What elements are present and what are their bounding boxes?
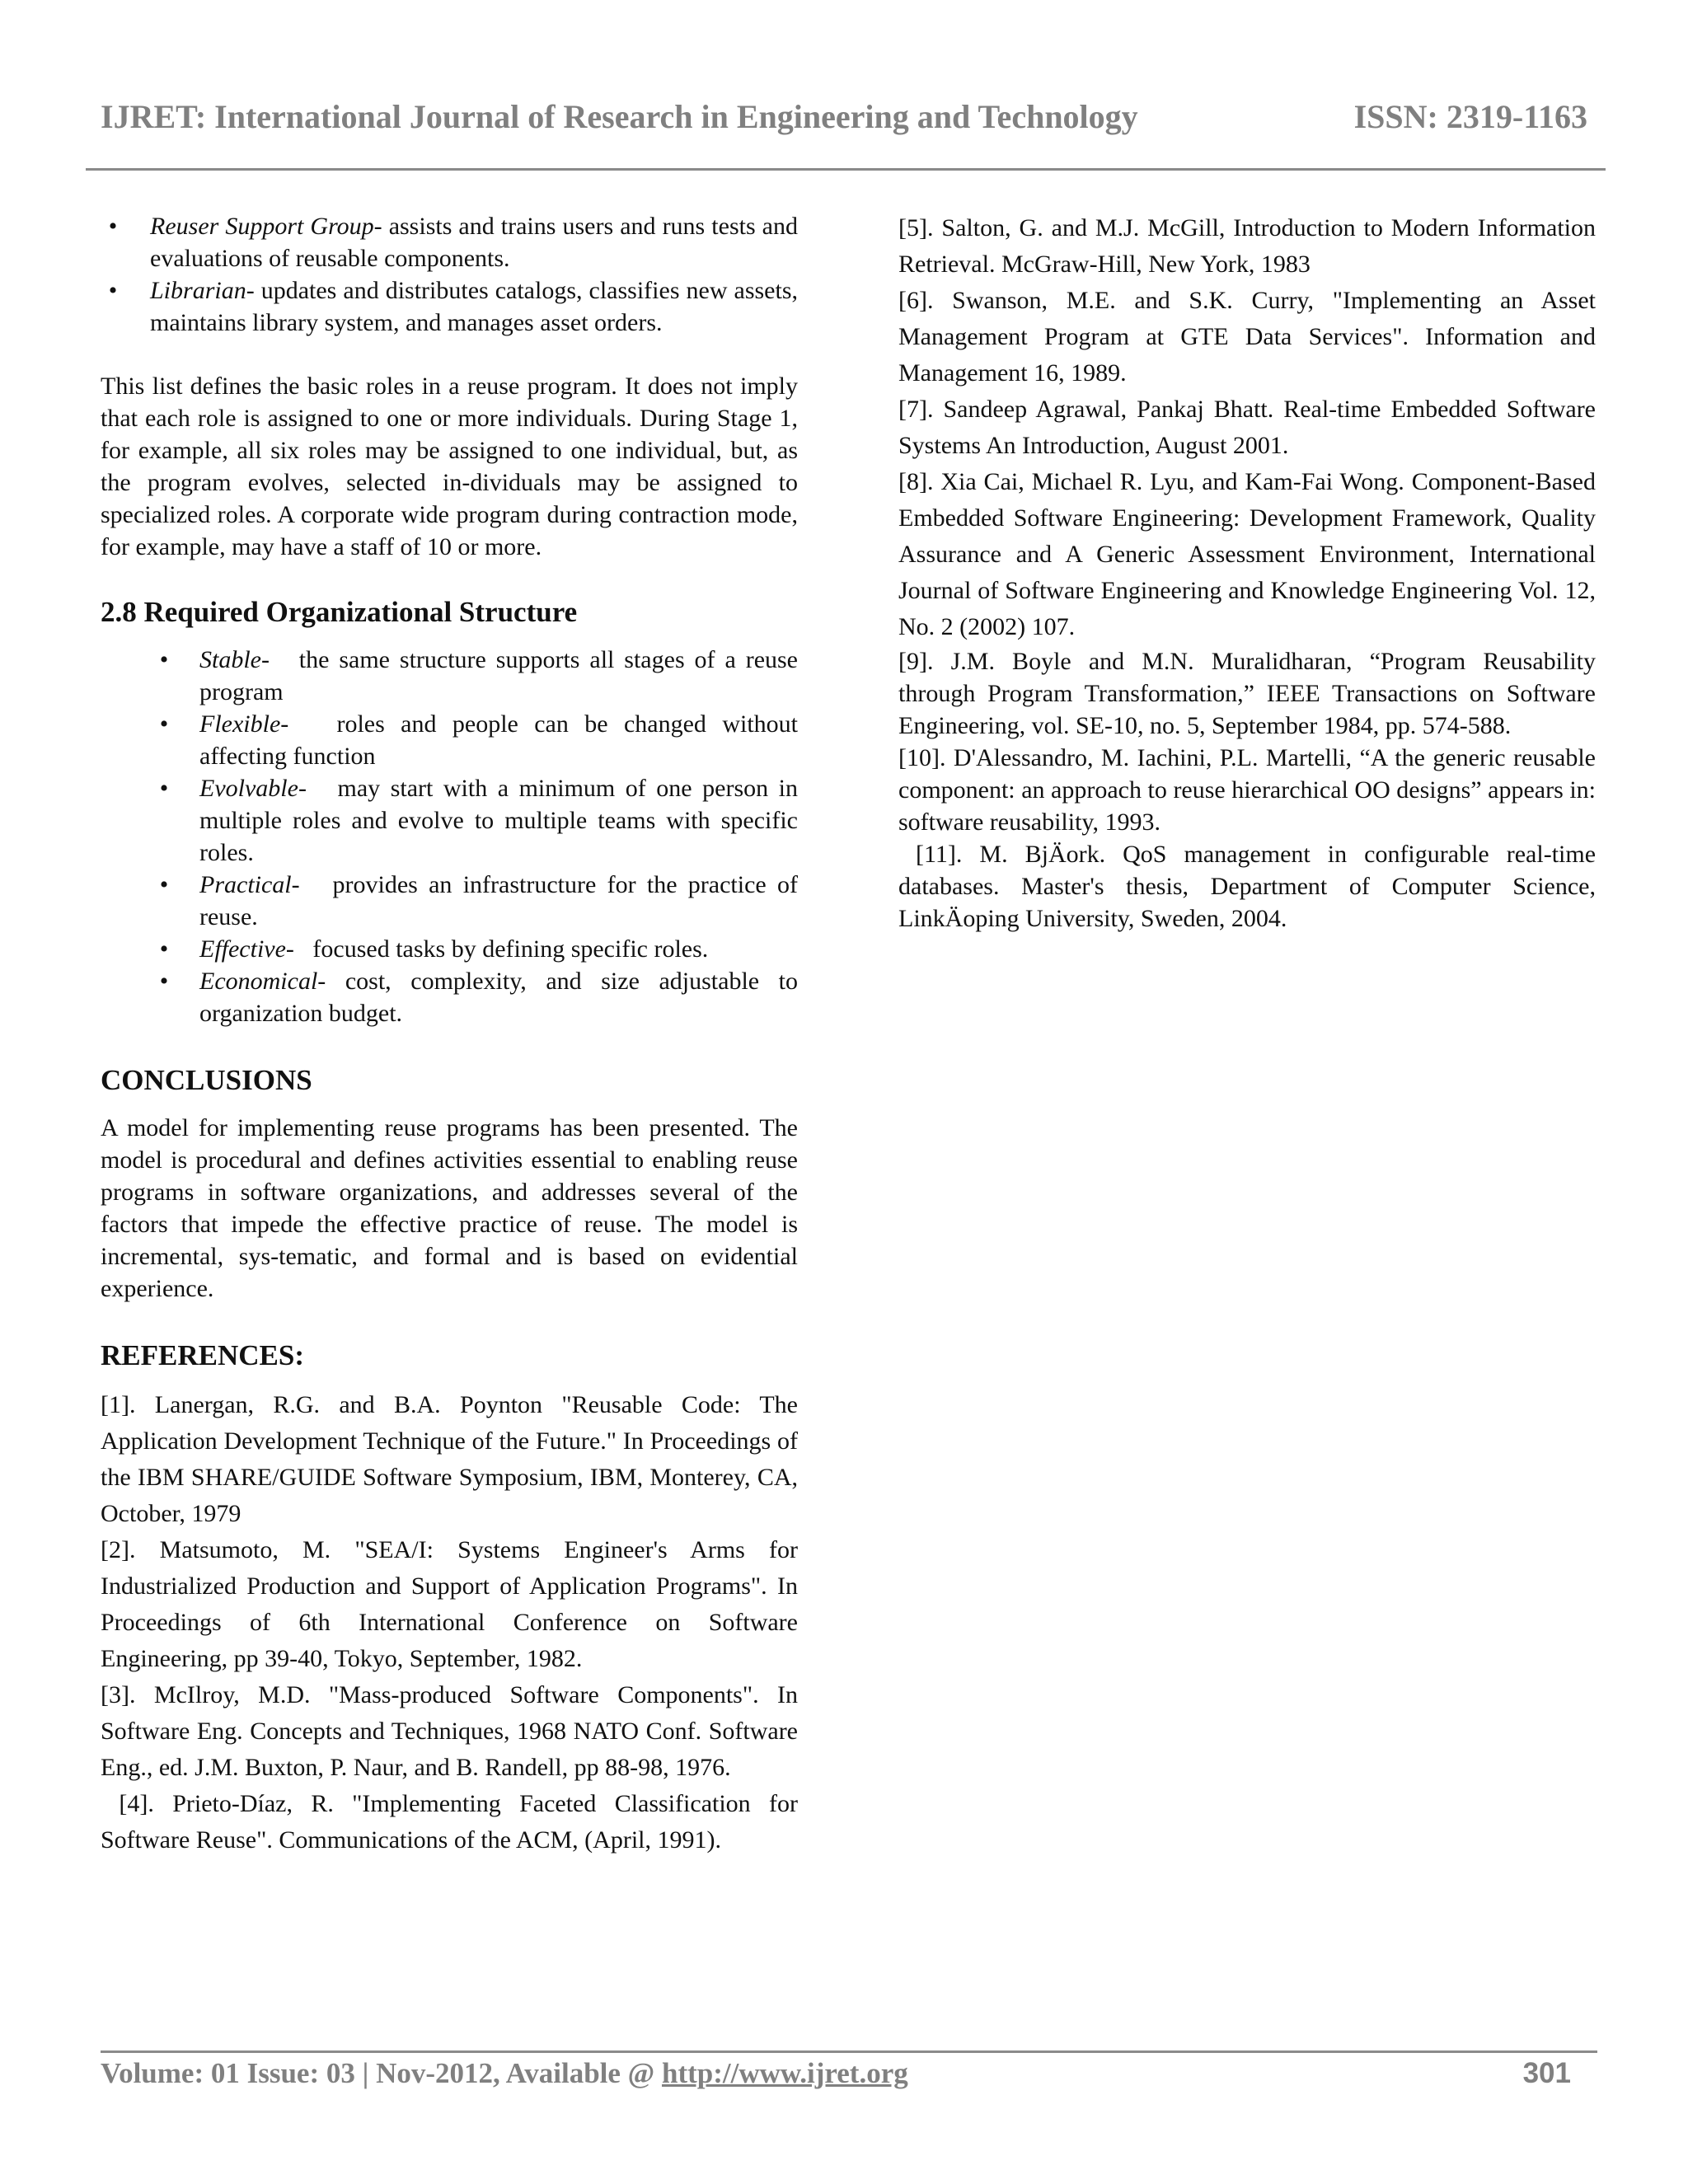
right-column — [898, 210, 1602, 935]
role-text: updates and distributes catalogs, classifies new assets, maintains library system, and manages asset orders. — [150, 277, 798, 336]
structure-term: Stable- — [199, 646, 270, 673]
page-header — [0, 0, 1688, 173]
roles-list — [101, 210, 798, 339]
role-term: Reuser Support Group- — [150, 213, 382, 240]
reference-item: [3]. McIlroy, M.D. "Mass-produced Software Components". In Software Eng. Concepts and Techniques, 1968 NATO Conf. Software Eng., ed. J.M. Buxton, P. Naur, and B. Randell, pp 88-98, 1976. — [101, 1681, 798, 1781]
structure-text: provides an infrastructure for the practice of reuse. — [199, 871, 804, 930]
structure-text: cost, complexity, and size adjustable to organization budget. — [199, 968, 804, 1027]
structure-term: Evolvable- — [199, 775, 307, 802]
list-item — [101, 772, 804, 869]
reference-item: [11]. M. BjÄork. QoS management in configurable real-time databases. Master's thesis, Department of Computer Science, LinkÄoping University, Sweden, 2004. — [898, 841, 1602, 932]
reference-item: [2]. Matsumoto, M. "SEA/I: Systems Engineer's Arms for Industrialized Production and Support of Application Programs". In Proceedings of 6th International Conference on Software Engineering, pp 39-40, Tokyo, September, 1982. — [101, 1536, 798, 1672]
list-item — [101, 274, 798, 339]
references-left — [101, 1387, 804, 1858]
structure-term: Economical- — [199, 968, 326, 995]
reference-item: [4]. Prieto-Díaz, R. "Implementing Faceted Classification for Software Reuse". Communications of the ACM, (April, 1991). — [101, 1790, 804, 1854]
bullet-icon: • — [159, 775, 169, 802]
reference-item: [1]. Lanergan, R.G. and B.A. Poynton "Reusable Code: The Application Development Technique of the Future." In Proceedings of the IBM SHARE/GUIDE Software Symposium, IBM, Monterey, CA, October, 1979 — [101, 1391, 798, 1527]
structure-list — [101, 644, 804, 1029]
reference-item: [10]. D'Alessandro, M. Iachini, P.L. Martelli, “A the generic reusable component: an approach to reuse hierarchical OO designs” appears in: software reusability, 1993. — [898, 744, 1596, 836]
left-column — [101, 210, 804, 1858]
journal-link[interactable]: http://www.ijret.org — [661, 2057, 908, 2089]
roles-paragraph: This list defines the basic roles in a reuse program. It does not imply that each role is assigned to one or more individuals. During Stage 1, for example, all six roles may be assigned to one individual, but, as the program evolves, selected in-dividuals may be assigned to specialized roles. A corporate wide program during contraction mode, for example, may have a staff of 10 or more. — [101, 373, 798, 560]
structure-text: roles and people can be changed without affecting function — [199, 710, 804, 770]
conclusions-text: A model for implementing reuse programs has been presented. The model is procedural and defines activities essential to enabling reuse programs in software organizations, and addresses several of the factors that impede the effective practice of reuse. The model is incremental, sys-tematic, and formal and is based on evidential experience. — [101, 1114, 798, 1302]
bullet-icon: • — [159, 935, 169, 963]
list-item — [101, 933, 798, 965]
reference-item: [9]. J.M. Boyle and M.N. Muralidharan, “Program Reusability through Program Transformation,” IEEE Transactions on Software Engineering, vol. SE-10, no. 5, September 1984, pp. 574-588. — [898, 648, 1596, 739]
reference-item: [8]. Xia Cai, Michael R. Lyu, and Kam-Fai Wong. Component-Based Embedded Software Engineering: Development Framework, Quality Assurance and A Generic Assessment Environment, International Journal of Software Engineering and Knowledge Engineering Vol. 12, No. 2 (2002) 107. — [898, 468, 1596, 640]
page-footer — [101, 2057, 1597, 2107]
bullet-icon: • — [159, 871, 169, 898]
structure-term: Practical- — [199, 871, 300, 898]
section-heading-2-8: 2.8 Required Organizational Structure — [101, 596, 578, 628]
list-item — [101, 644, 804, 708]
structure-term: Flexible- — [199, 710, 289, 738]
volume-text: Volume: 01 Issue: 03 | Nov-2012, Available @ — [101, 2057, 662, 2089]
conclusions-heading: CONCLUSIONS — [101, 1064, 312, 1096]
reference-item: [7]. Sandeep Agrawal, Pankaj Bhatt. Real-time Embedded Software Systems An Introduction, August 2001. — [898, 396, 1596, 459]
bullet-icon: • — [108, 213, 118, 240]
page-number: 301 — [1522, 2057, 1571, 2089]
bullet-icon: • — [159, 646, 169, 673]
footer-volume-info — [101, 2057, 908, 2090]
bullet-icon: • — [159, 710, 169, 738]
footer-divider — [101, 2050, 1597, 2053]
list-item — [101, 210, 798, 274]
role-term: Librarian- — [150, 277, 255, 304]
bullet-icon: • — [159, 968, 169, 995]
issn: ISSN: 2319-1163 — [1353, 98, 1587, 135]
header-divider — [86, 168, 1606, 171]
reference-item: [6]. Swanson, M.E. and S.K. Curry, "Implementing an Asset Management Program at GTE Data Services". Information and Management 16, 1989. — [898, 287, 1596, 387]
list-item — [101, 965, 804, 1029]
role-text: assists and trains users and runs tests and evaluations of reusable components. — [150, 213, 798, 272]
list-item — [101, 708, 804, 772]
structure-text: focused tasks by defining specific roles. — [293, 935, 709, 963]
references-right — [898, 210, 1602, 935]
structure-term: Effective- — [199, 935, 294, 963]
list-item — [101, 869, 804, 933]
bullet-icon: • — [108, 277, 118, 304]
journal-title: IJRET: International Journal of Research in Engineering and Technology — [101, 98, 1138, 135]
structure-text: the same structure supports all stages of a reuse program — [199, 646, 804, 705]
reference-item: [5]. Salton, G. and M.J. McGill, Introduction to Modern Information Retrieval. McGraw-Hill, New York, 1983 — [898, 214, 1596, 278]
references-heading: REFERENCES: — [101, 1339, 304, 1371]
structure-text: may start with a minimum of one person in multiple roles and evolve to multiple teams with specific roles. — [199, 775, 804, 866]
